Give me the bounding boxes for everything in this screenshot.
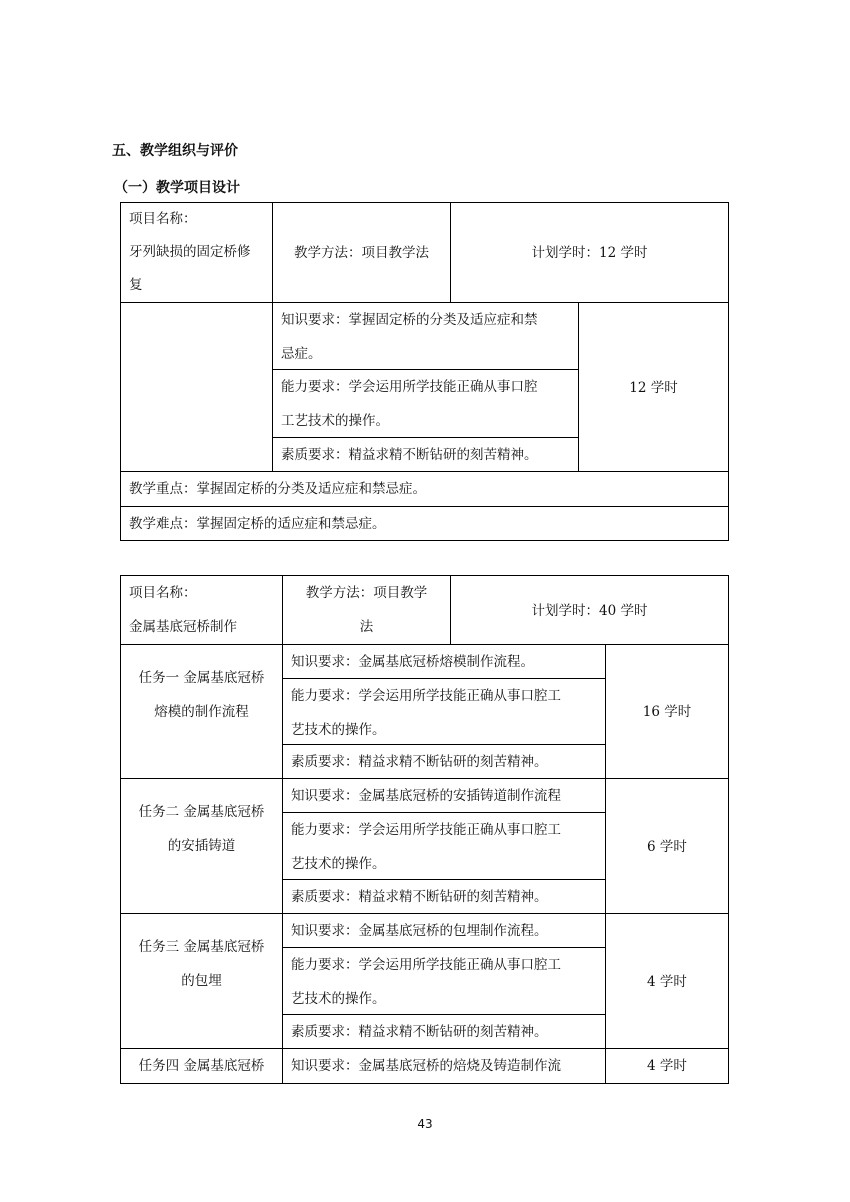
ability-line2: 工艺技术的操作。 <box>281 413 389 429</box>
task-1-ability-line1: 能力要求：学会运用所学技能正确从事口腔工 <box>291 688 561 704</box>
project-name-line1: 牙列缺损的固定桥修 <box>129 244 251 260</box>
task-3-title <box>120 913 283 1049</box>
task-3-title-line1: 任务三 金属基底冠桥 <box>138 939 265 955</box>
task-4-hours: 4 学时 <box>605 1048 729 1084</box>
task-1-title-line2: 熔模的制作流程 <box>154 704 249 720</box>
task-1-title <box>120 644 283 779</box>
ability-requirement <box>272 369 579 438</box>
task-name-cell-empty <box>120 302 273 472</box>
page-number: 43 <box>417 1117 433 1131</box>
task-3-ability-line2: 艺技术的操作。 <box>291 991 386 1007</box>
planned-hours-cell-2: 计划学时：40 学时 <box>450 575 729 645</box>
knowledge-requirement <box>272 302 579 370</box>
task-3-knowledge: 知识要求：金属基底冠桥的包埋制作流程。 <box>282 913 606 948</box>
task-2-quality: 素质要求：精益求精不断钻研的刻苦精神。 <box>282 879 606 914</box>
difficulty-row: 教学难点：掌握固定桥的适应症和禁忌症。 <box>120 506 729 541</box>
ability-line1: 能力要求：学会运用所学技能正确从事口腔 <box>281 379 538 395</box>
task-2-ability-line1: 能力要求：学会运用所学技能正确从事口腔工 <box>291 822 561 838</box>
method-line2: 法 <box>359 619 374 635</box>
quality-requirement: 素质要求：精益求精不断钻研的刻苦精神。 <box>272 437 579 472</box>
task-1-hours: 16 学时 <box>605 644 729 779</box>
task-1-title-line1: 任务一 金属基底冠桥 <box>138 670 265 686</box>
task-2-title-line1: 任务二 金属基底冠桥 <box>138 804 265 820</box>
task-1-ability <box>282 678 606 745</box>
knowledge-line2: 忌症。 <box>281 346 322 362</box>
teaching-method-cell-2 <box>282 575 451 645</box>
knowledge-line1: 知识要求：掌握固定桥的分类及适应症和禁 <box>281 312 538 328</box>
task-4-title: 任务四 金属基底冠桥 <box>120 1048 283 1084</box>
subsection-heading: （一）教学项目设计 <box>114 180 240 196</box>
project-name-cell <box>120 202 273 303</box>
project-name-line2: 复 <box>129 277 143 293</box>
key-point-row: 教学重点：掌握固定桥的分类及适应症和禁忌症。 <box>120 471 729 507</box>
project-name-label: 项目名称： <box>129 211 197 227</box>
project-name-cell-2 <box>120 575 283 645</box>
task-1-ability-line2: 艺技术的操作。 <box>291 722 386 738</box>
task-3-title-line2: 的包埋 <box>181 973 222 989</box>
task-hours-cell: 12 学时 <box>578 302 729 472</box>
project-name-label-2: 项目名称： <box>129 585 197 601</box>
task-2-knowledge: 知识要求：金属基底冠桥的安插铸道制作流程 <box>282 778 606 813</box>
task-2-ability <box>282 812 606 880</box>
task-4-knowledge: 知识要求：金属基底冠桥的焙烧及铸造制作流 <box>282 1048 606 1084</box>
task-1-knowledge: 知识要求：金属基底冠桥熔模制作流程。 <box>282 644 606 679</box>
task-2-title <box>120 778 283 914</box>
method-line1: 教学方法：项目教学 <box>305 585 428 601</box>
task-3-quality: 素质要求：精益求精不断钻研的刻苦精神。 <box>282 1014 606 1049</box>
project-name-value-2: 金属基底冠桥制作 <box>129 619 237 635</box>
section-heading: 五、教学组织与评价 <box>112 143 238 159</box>
task-3-hours: 4 学时 <box>605 913 729 1049</box>
task-2-title-line2: 的安插铸道 <box>167 838 236 854</box>
teaching-method-cell: 教学方法：项目教学法 <box>272 202 451 303</box>
task-2-hours: 6 学时 <box>605 778 729 914</box>
task-3-ability <box>282 947 606 1015</box>
task-3-ability-line1: 能力要求：学会运用所学技能正确从事口腔工 <box>291 957 561 973</box>
task-1-quality: 素质要求：精益求精不断钻研的刻苦精神。 <box>282 744 606 779</box>
task-2-ability-line2: 艺技术的操作。 <box>291 856 386 872</box>
planned-hours-cell: 计划学时：12 学时 <box>450 202 729 303</box>
